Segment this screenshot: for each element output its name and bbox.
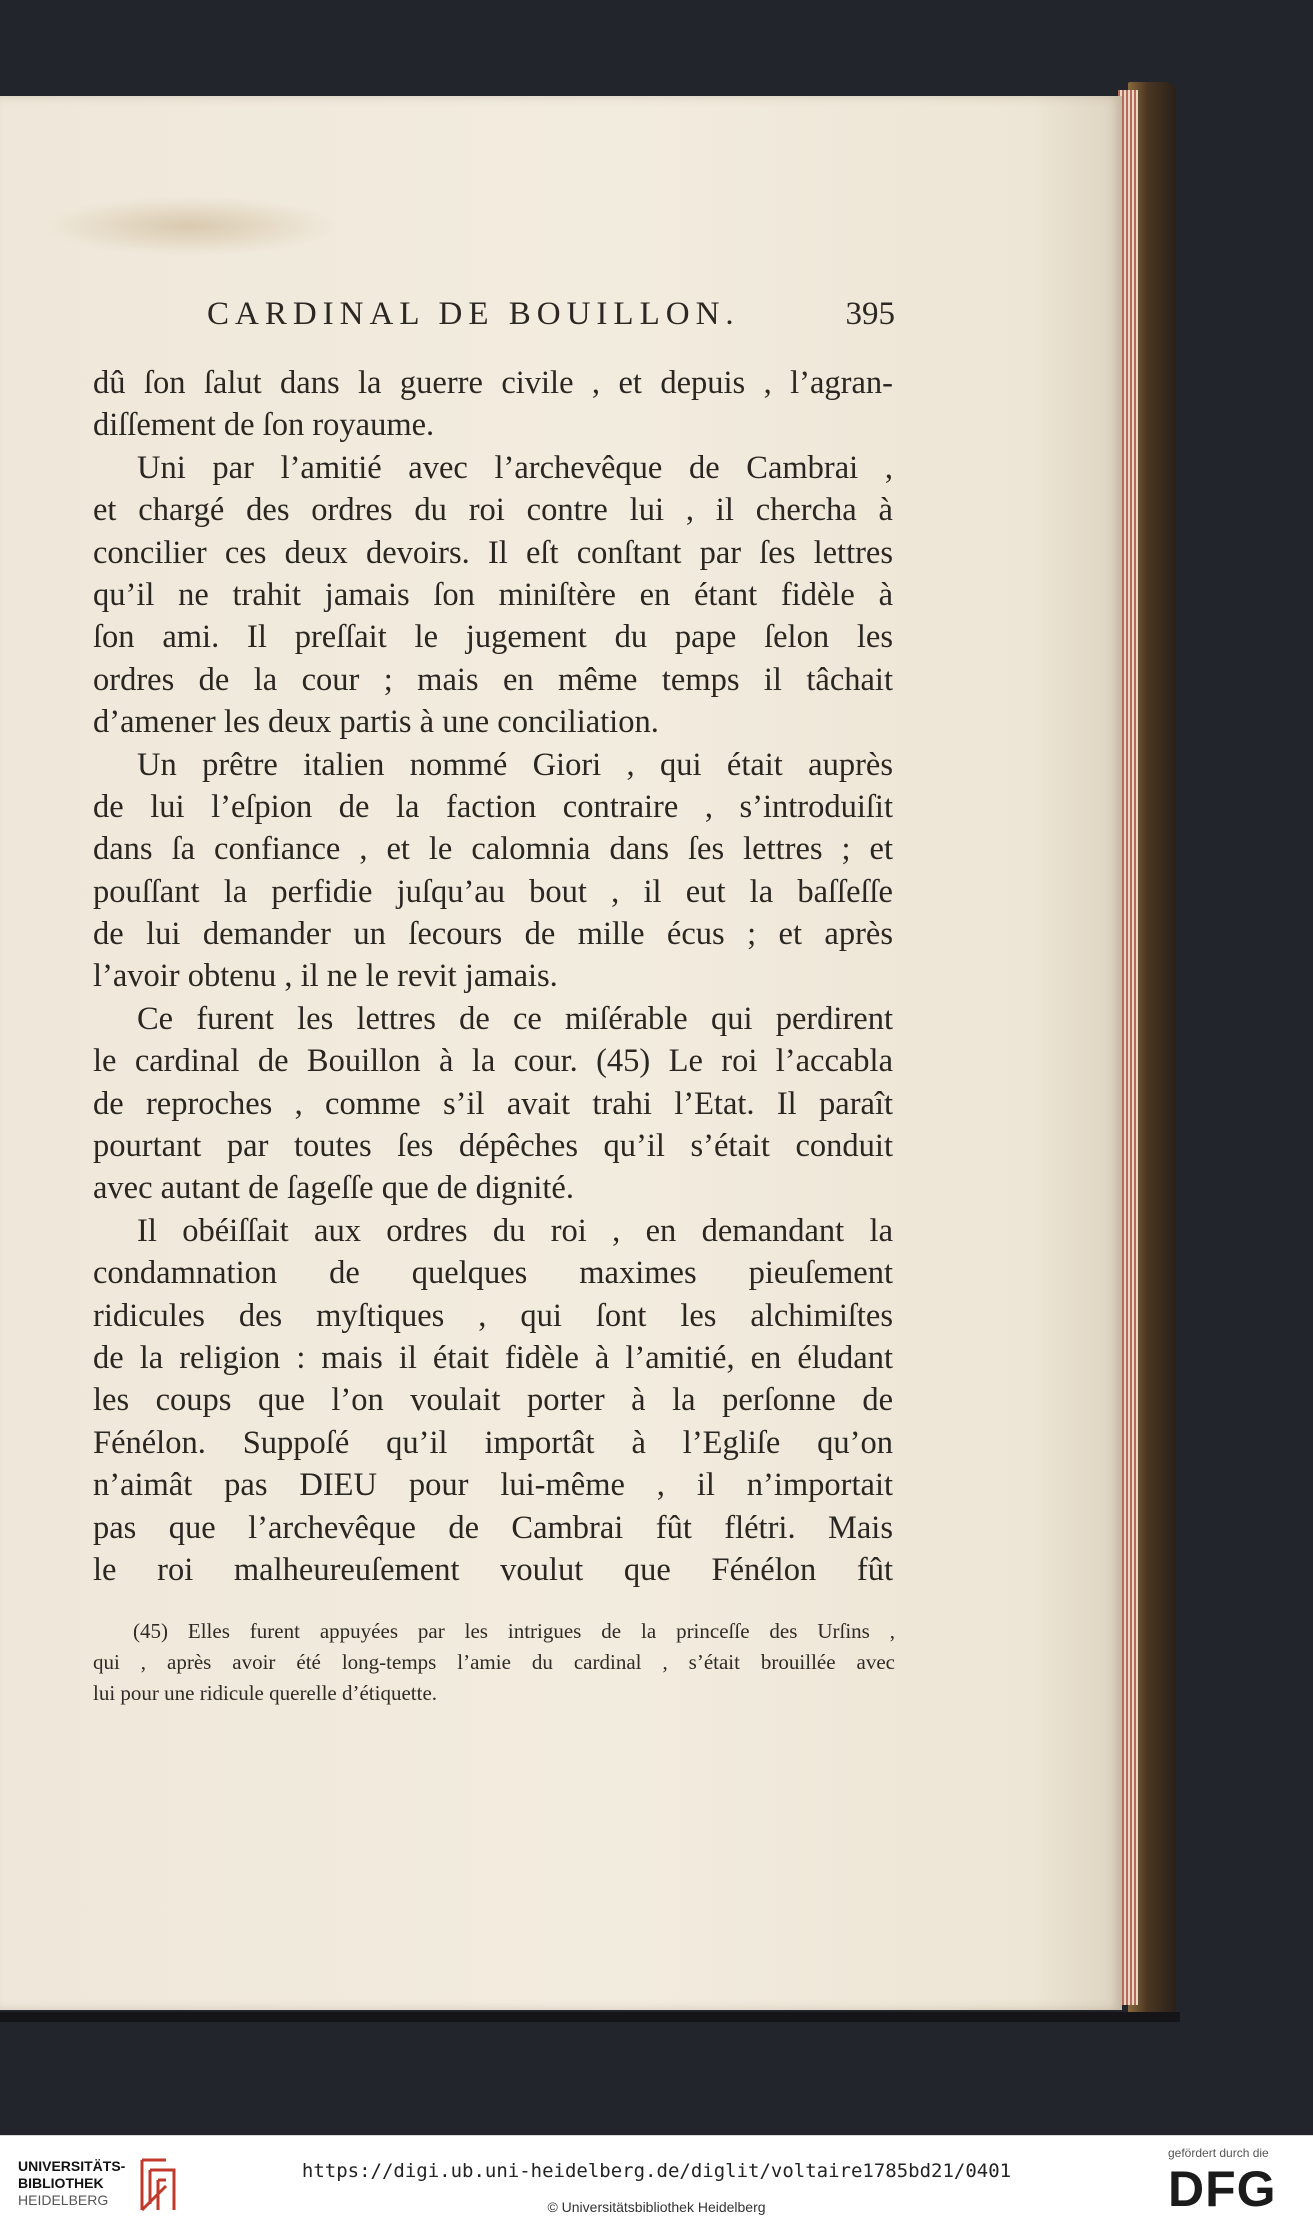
text-line: de lui demander un ſecours de mille écus ; et après — [93, 916, 893, 953]
text-line: le cardinal de Bouillon à la cour. (45) Le roi l’accabla — [93, 1043, 893, 1080]
text-line: ridicules des myſtiques , qui ſont les alchimiſtes — [93, 1297, 893, 1334]
text-line: pas que l’archevêque de Cambrai fût flétri. Mais — [93, 1509, 893, 1546]
text-line: de lui l’eſpion de la faction contraire , s’introduiſit — [93, 788, 893, 825]
text-line: dû ſon ſalut dans la guerre civile , et depuis , l’agran- — [93, 365, 893, 401]
text-line: condamnation de quelques maximes pieuſement — [93, 1255, 893, 1292]
text-line: avec autant de ſageſſe que de dignité. — [93, 1170, 574, 1207]
copyright-notice: © Universitätsbibliothek Heidelberg — [547, 2199, 766, 2215]
permalink-url[interactable]: https://digi.ub.uni-heidelberg.de/diglit/voltaire1785bd21/0401 — [301, 2160, 1012, 2182]
body-text — [93, 362, 893, 1591]
text-line: de la religion : mais il était fidèle à l’amitié, en éludant — [93, 1339, 893, 1376]
text-line: Un prêtre italien nommé Giori , qui était auprès — [137, 746, 893, 783]
funding-note: gefördert durch die — [1168, 2146, 1269, 2160]
text-line: Il obéiſſait aux ordres du roi , en demandant la — [137, 1212, 893, 1249]
book-bottom-edge — [0, 2012, 1180, 2022]
text-line: n’aimât pas DIEU pour lui-même , il n’importait — [93, 1467, 893, 1504]
text-line: Ce furent les lettres de ce miſérable qui perdirent — [137, 1000, 893, 1037]
text-line: Fénélon. Suppoſé qu’il importât à l’Egliſe qu’on — [93, 1424, 893, 1461]
text-line: le roi malheureuſement voulut que Fénélon fût — [93, 1551, 893, 1588]
text-line: et chargé des ordres du roi contre lui , il chercha à — [93, 492, 893, 529]
footnote-line: lui pour une ridicule querelle d’étiquette. — [93, 1681, 438, 1705]
text-line: l’avoir obtenu , il ne le revit jamais. — [93, 958, 558, 995]
library-name-line: UNIVERSITÄTS- — [18, 2158, 126, 2174]
footnote-line: qui , après avoir été long-temps l’amie du cardinal , s’était brouillée avec — [93, 1650, 895, 1674]
text-line: dans ſa confiance , et le calomnia dans ſes lettres ; et — [93, 831, 893, 868]
dfg-logo[interactable]: DFG — [1168, 2161, 1277, 2217]
text-line: diſſement de ſon royaume. — [93, 407, 435, 444]
library-name-line: HEIDELBERG — [18, 2192, 109, 2208]
text-line: ordres de la cour ; mais en même temps il tâchait — [93, 661, 893, 698]
running-head-title: CARDINAL DE BOUILLON. — [207, 296, 740, 332]
text-line: qu’il ne trahit jamais ſon miniſtère en étant fidèle à — [93, 576, 893, 613]
text-line: les coups que l’on voulait porter à la perſonne de — [93, 1382, 893, 1419]
text-line: concilier ces deux devoirs. Il eſt conſtant par ſes lettres — [93, 534, 893, 571]
viewer-footer — [0, 2135, 1313, 2228]
running-head — [207, 296, 895, 344]
page-number: 395 — [845, 296, 895, 332]
text-line: Uni par l’amitié avec l’archevêque de Cambrai , — [137, 449, 893, 486]
text-line: pourtant par toutes ſes dépêches qu’il s’était conduit — [93, 1128, 893, 1165]
text-line: d’amener les deux partis à une conciliation. — [93, 704, 659, 741]
text-line: de reproches , comme s’il avait trahi l’Etat. Il paraît — [93, 1085, 893, 1122]
paper-stain — [40, 196, 340, 256]
text-line: pouſſant la perfidie juſqu’au bout , il eut la baſſeſſe — [93, 873, 893, 910]
footnote-line: (45) Elles furent appuyées par les intrigues de la princeſſe des Urſins , — [133, 1619, 895, 1643]
text-line: ſon ami. Il preſſait le jugement du pape ſelon les — [93, 619, 893, 656]
footnotes — [93, 1616, 895, 1709]
library-name-line: BIBLIOTHEK — [18, 2175, 104, 2191]
